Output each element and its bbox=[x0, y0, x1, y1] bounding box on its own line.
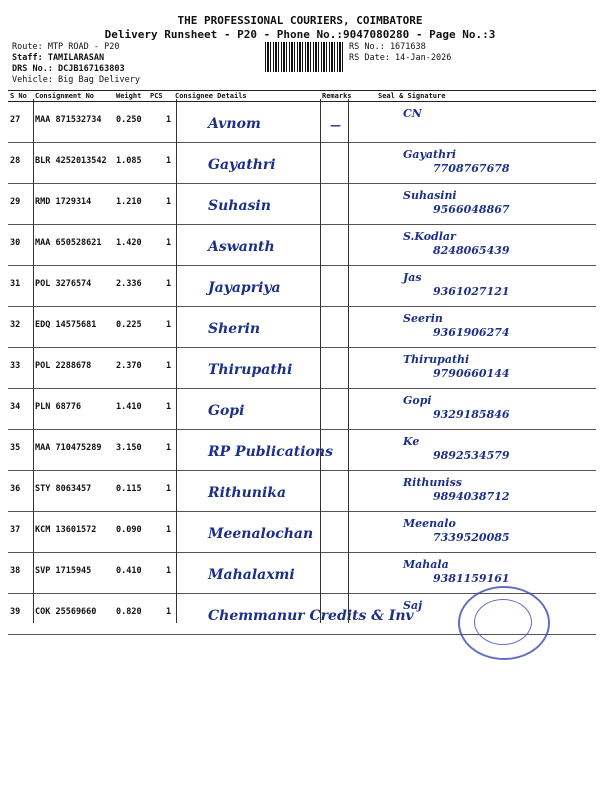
row-weight: 1.410 bbox=[116, 402, 142, 412]
meta-left bbox=[12, 42, 140, 86]
handwritten-signature: CN bbox=[403, 107, 422, 120]
row-pcs: 1 bbox=[166, 607, 172, 617]
row-consignment: MAA 650528621 bbox=[35, 238, 102, 248]
handwritten-consignee: Suhasin bbox=[208, 198, 271, 214]
row-pcs: 1 bbox=[166, 525, 172, 535]
row-pcs: 1 bbox=[166, 115, 172, 125]
row-weight: 1.420 bbox=[116, 238, 142, 248]
row-sno: 28 bbox=[10, 156, 21, 166]
handwritten-phone: 9892534579 bbox=[433, 449, 510, 462]
rs-no: RS No.: 1671638 bbox=[349, 42, 426, 52]
handwritten-consignee: Rithunika bbox=[208, 485, 287, 501]
row-sno: 36 bbox=[10, 484, 21, 494]
handwritten-remark: — bbox=[330, 119, 341, 132]
handwritten-consignee: Avnom bbox=[208, 116, 261, 132]
row-pcs: 1 bbox=[166, 279, 172, 289]
handwritten-phone: 9381159161 bbox=[433, 572, 510, 585]
meta-right bbox=[349, 42, 451, 64]
handwritten-signature: Gopi bbox=[403, 394, 432, 407]
col-weight: Weight bbox=[116, 92, 142, 100]
row-pcs: 1 bbox=[166, 197, 172, 207]
table-row bbox=[8, 266, 596, 307]
company-title: THE PROFESSIONAL COURIERS, COIMBATORE bbox=[177, 14, 423, 27]
handwritten-consignee: Mahalaxmi bbox=[208, 567, 295, 583]
handwritten-consignee: Jayapriya bbox=[208, 280, 281, 296]
row-weight: 0.250 bbox=[116, 115, 142, 125]
handwritten-phone: 9329185846 bbox=[433, 408, 510, 421]
col-divider bbox=[320, 99, 321, 623]
row-weight: 0.090 bbox=[116, 525, 142, 535]
handwritten-phone: 9790660144 bbox=[433, 367, 510, 380]
handwritten-consignee: Thirupathi bbox=[208, 362, 293, 378]
row-consignment: COK 25569660 bbox=[35, 607, 97, 617]
runsheet-table bbox=[8, 90, 596, 635]
handwritten-signature: Saj bbox=[403, 599, 423, 612]
handwritten-phone: 9566048867 bbox=[433, 203, 510, 216]
row-pcs: 1 bbox=[166, 156, 172, 166]
staff: Staff: TAMILARASAN bbox=[12, 53, 105, 63]
row-consignment: KCM 13601572 bbox=[35, 525, 97, 535]
row-pcs: 1 bbox=[166, 566, 172, 576]
rs-date: RS Date: 14-Jan-2026 bbox=[349, 53, 452, 63]
row-sno: 33 bbox=[10, 361, 21, 371]
row-weight: 0.115 bbox=[116, 484, 142, 494]
table-row bbox=[8, 389, 596, 430]
drs-no: DRS No.: DCJB167163803 bbox=[12, 64, 125, 74]
row-consignment: MAA 871532734 bbox=[35, 115, 102, 125]
col-sno: S No bbox=[10, 92, 27, 100]
row-consignment: SVP 1715945 bbox=[35, 566, 92, 576]
row-consignment: STY 8063457 bbox=[35, 484, 92, 494]
col-remarks: Remarks bbox=[322, 92, 352, 100]
vehicle: Vehicle: Big Bag Delivery bbox=[12, 75, 140, 85]
handwritten-consignee: Meenalochan bbox=[208, 526, 314, 542]
handwritten-phone: 9894038712 bbox=[433, 490, 510, 503]
handwritten-consignee: Aswanth bbox=[208, 239, 275, 255]
row-pcs: 1 bbox=[166, 320, 172, 330]
row-weight: 1.085 bbox=[116, 156, 142, 166]
handwritten-phone: 7339520085 bbox=[433, 531, 510, 544]
handwritten-signature: Rithuniss bbox=[403, 476, 462, 489]
table-header bbox=[8, 90, 596, 102]
handwritten-signature: S.Kodlar bbox=[403, 230, 456, 243]
col-consignment: Consignment No bbox=[35, 92, 95, 100]
row-consignment: MAA 710475289 bbox=[35, 443, 102, 453]
runsheet-subtitle: Delivery Runsheet - P20 - Phone No.:9047080280 - Page No.:3 bbox=[104, 28, 496, 41]
table-row bbox=[8, 143, 596, 184]
row-sno: 27 bbox=[10, 115, 21, 125]
col-consignee: Consignee Details bbox=[175, 92, 247, 100]
col-pcs: PCS bbox=[150, 92, 163, 100]
row-pcs: 1 bbox=[166, 484, 172, 494]
handwritten-signature: Ke bbox=[403, 435, 420, 448]
row-consignment: POL 2288678 bbox=[35, 361, 92, 371]
row-pcs: 1 bbox=[166, 443, 172, 453]
row-weight: 0.410 bbox=[116, 566, 142, 576]
handwritten-signature: Thirupathi bbox=[403, 353, 470, 366]
row-consignment: PLN 68776 bbox=[35, 402, 82, 412]
handwritten-signature: Suhasini bbox=[403, 189, 457, 202]
handwritten-consignee: Sherin bbox=[208, 321, 261, 337]
row-pcs: 1 bbox=[166, 238, 172, 248]
table-row bbox=[8, 512, 596, 553]
row-sno: 34 bbox=[10, 402, 21, 412]
handwritten-consignee: RP Publications bbox=[208, 444, 333, 460]
row-weight: 3.150 bbox=[116, 443, 142, 453]
row-sno: 35 bbox=[10, 443, 21, 453]
row-consignment: RMD 1729314 bbox=[35, 197, 92, 207]
handwritten-consignee: Chemmanur Credits & Inv bbox=[208, 608, 414, 624]
row-weight: 2.370 bbox=[116, 361, 142, 371]
col-divider bbox=[176, 99, 177, 623]
col-divider bbox=[33, 99, 34, 623]
table-row bbox=[8, 102, 596, 143]
handwritten-signature: Meenalo bbox=[403, 517, 456, 530]
table-row bbox=[8, 307, 596, 348]
col-seal: Seal & Signature bbox=[378, 92, 446, 100]
row-weight: 0.820 bbox=[116, 607, 142, 617]
row-weight: 2.336 bbox=[116, 279, 142, 289]
handwritten-signature: Seerin bbox=[403, 312, 443, 325]
handwritten-signature: Mahala bbox=[403, 558, 449, 571]
row-weight: 1.210 bbox=[116, 197, 142, 207]
handwritten-phone: 9361906274 bbox=[433, 326, 510, 339]
table-row bbox=[8, 430, 596, 471]
handwritten-phone: 8248065439 bbox=[433, 244, 510, 257]
table-row bbox=[8, 471, 596, 512]
handwritten-consignee: Gopi bbox=[208, 403, 245, 419]
table-row bbox=[8, 184, 596, 225]
barcode bbox=[265, 42, 345, 72]
row-sno: 30 bbox=[10, 238, 21, 248]
row-consignment: BLR 4252013542 bbox=[35, 156, 107, 166]
row-sno: 37 bbox=[10, 525, 21, 535]
handwritten-consignee: Gayathri bbox=[208, 157, 276, 173]
row-pcs: 1 bbox=[166, 402, 172, 412]
table-row bbox=[8, 225, 596, 266]
handwritten-phone: 7708767678 bbox=[433, 162, 510, 175]
row-sno: 32 bbox=[10, 320, 21, 330]
row-pcs: 1 bbox=[166, 361, 172, 371]
row-consignment: POL 3276574 bbox=[35, 279, 92, 289]
handwritten-phone: 9361027121 bbox=[433, 285, 510, 298]
row-sno: 29 bbox=[10, 197, 21, 207]
route: Route: MTP ROAD - P20 bbox=[12, 42, 120, 52]
row-sno: 38 bbox=[10, 566, 21, 576]
handwritten-signature: Jas bbox=[403, 271, 422, 284]
table-row bbox=[8, 348, 596, 389]
handwritten-signature: Gayathri bbox=[403, 148, 457, 161]
row-weight: 0.225 bbox=[116, 320, 142, 330]
row-sno: 39 bbox=[10, 607, 21, 617]
company-seal-stamp bbox=[458, 586, 550, 660]
row-consignment: EDQ 14575681 bbox=[35, 320, 97, 330]
col-divider bbox=[348, 99, 349, 623]
row-sno: 31 bbox=[10, 279, 21, 289]
